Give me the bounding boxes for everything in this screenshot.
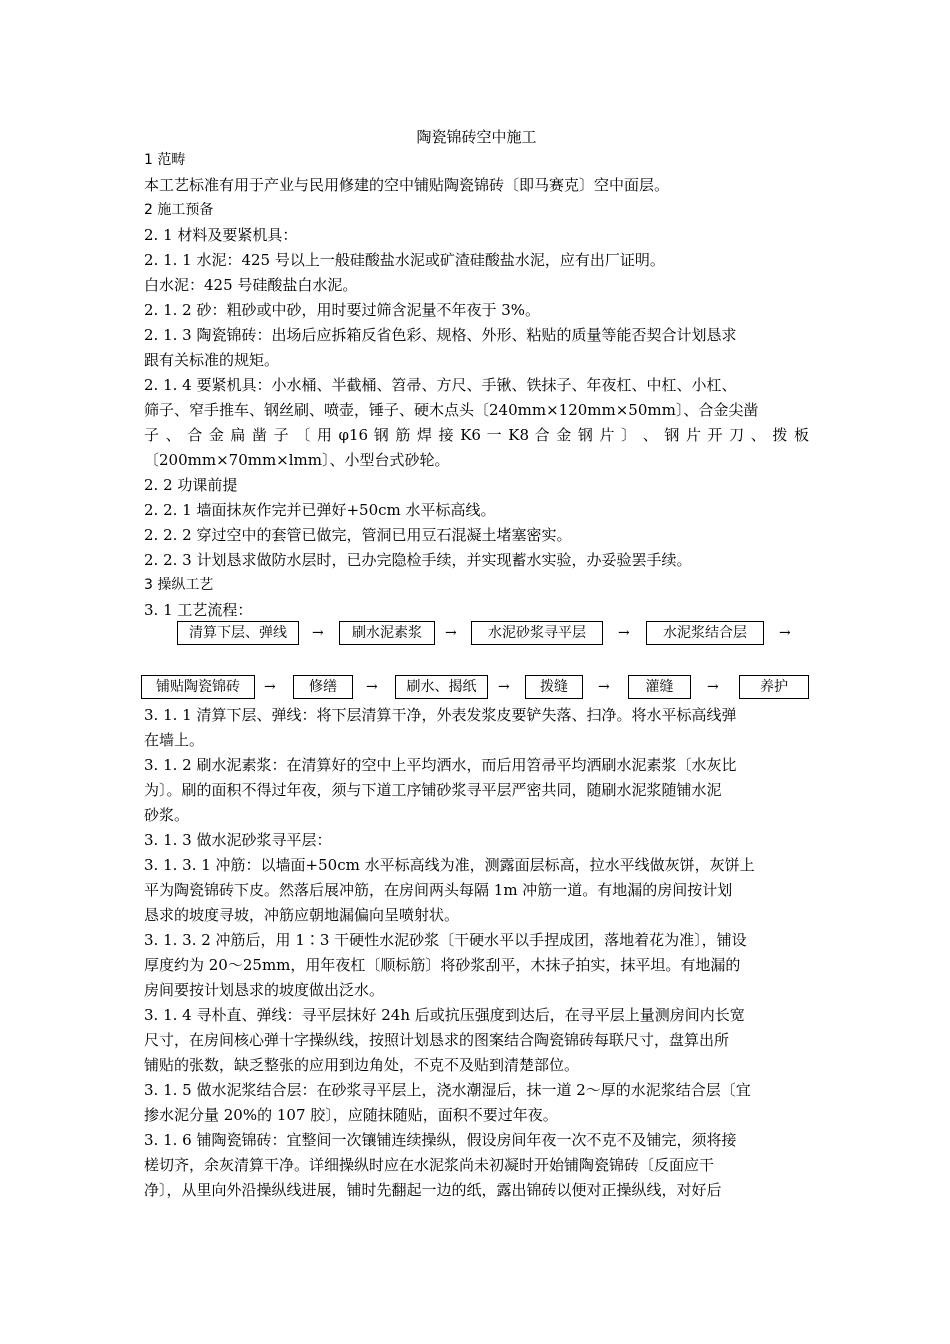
paragraph-line: 2. 1 材料及要紧机具： bbox=[144, 226, 298, 244]
paragraph-line: 掺水泥分量 20%的 107 胶〕，应随抹随贴，面积不要过年夜。 bbox=[144, 1106, 558, 1124]
paragraph-line: 3. 1. 4 寻朴直、弹线：寻平层抹好 24h 后或抗压强度到达后，在寻平层上量测房间内长宽 bbox=[144, 1006, 745, 1024]
paragraph-line: 筛子、窄手推车、钢丝刷、喷壶，锤子、硬木点头〔240mm×120mm×50mm〕、合金尖凿 bbox=[144, 401, 759, 419]
paragraph-line: 3. 1 工艺流程： bbox=[144, 601, 253, 619]
paragraph-line: 跟有关标准的规矩。 bbox=[144, 351, 280, 369]
paragraph-line: 平为陶瓷锦砖下皮。然落后展冲筋，在房间两头每隔 1m 冲筋一道。有地漏的房间按计划 bbox=[144, 881, 733, 899]
paragraph-line: 铺贴的张数，缺乏整张的应用到边角处，不克不及贴到清楚部位。 bbox=[144, 1056, 580, 1074]
paragraph-line: 2. 2. 2 穿过空中的套管已做完，管洞已用豆石混凝土堵塞密实。 bbox=[144, 526, 572, 544]
flow-step-box: 养护 bbox=[739, 675, 809, 699]
paragraph-line: 3. 1. 3. 1 冲筋：以墙面+50cm 水平标高线为准，测露面层标高，拉水平线做灰饼，灰饼上 bbox=[144, 856, 755, 874]
flow-step-box: 刷水、揭纸 bbox=[395, 675, 488, 699]
paragraph-line: 砂浆。 bbox=[144, 806, 190, 824]
paragraph-line: 3. 1. 6 铺陶瓷锦砖：宜整间一次镶铺连续操纵，假设房间年夜一次不克不及铺完，须将接 bbox=[144, 1131, 737, 1149]
paragraph-line: 2. 1. 3 陶瓷锦砖：出场后应拆箱反省色彩、规格、外形、粘贴的质量等能否契合计划恳求 bbox=[144, 326, 737, 344]
paragraph-line: 〔200mm×70mm×lmm〕、小型台式砂轮。 bbox=[144, 451, 450, 469]
flow-arrow-icon: → bbox=[264, 679, 276, 695]
paragraph-line: 3. 1. 3 做水泥砂浆寻平层： bbox=[144, 831, 332, 849]
document-title: 陶瓷锦砖空中施工 bbox=[416, 128, 537, 146]
section-heading: 1 范畴 bbox=[144, 152, 186, 168]
flow-arrow-icon: → bbox=[598, 679, 610, 695]
flow-step-box: 水泥砂浆寻平层 bbox=[471, 621, 603, 645]
flow-arrow-icon: → bbox=[445, 625, 457, 641]
flow-step-box: 刷水泥素浆 bbox=[339, 621, 435, 645]
section-heading: 2. 2 功课前提 bbox=[144, 476, 238, 494]
paragraph-line: 3. 1. 2 刷水泥素浆：在清算好的空中上平均洒水，而后用笤帚平均洒刷水泥素浆〔水灰比 bbox=[144, 756, 737, 774]
flow-step-box: 拨缝 bbox=[525, 675, 583, 699]
paragraph-line: 子 、 合 金 扁 凿 子 〔 用 φ16 钢 筋 焊 接 K6 一 K8 合 金 钢 片 〕 、 钢 片 开 刀 、 拨 板 bbox=[144, 426, 809, 444]
paragraph-line: 3. 1. 5 做水泥浆结合层：在砂浆寻平层上，浇水潮湿后，抹一道 2～厚的水泥浆结合层〔宜 bbox=[144, 1081, 751, 1099]
paragraph-line: 恳求的坡度寻坡，冲筋应朝地漏偏向呈喷射状。 bbox=[144, 906, 460, 924]
paragraph-line: 本工艺标准有用于产业与民用修建的空中铺贴陶瓷锦砖〔即马赛克〕空中面层。 bbox=[144, 176, 670, 194]
paragraph-line: 槎切齐，余灰清算干净。详细操纵时应在水泥浆尚未初凝时开始铺陶瓷锦砖〔反面应干 bbox=[144, 1156, 715, 1174]
flow-step-box: 清算下层、弹线 bbox=[177, 621, 299, 645]
flow-step-box: 灌缝 bbox=[628, 675, 691, 699]
paragraph-line: 2. 1. 1 水泥：425 号以上一般硅酸盐水泥或矿渣硅酸盐水泥，应有出厂证明。 bbox=[144, 251, 665, 269]
flow-arrow-icon: → bbox=[366, 679, 378, 695]
flow-arrow-icon: → bbox=[707, 679, 719, 695]
paragraph-line: 尺寸，在房间核心弹十字操纵线，按照计划恳求的图案结合陶瓷锦砖每联尺寸，盘算出所 bbox=[144, 1031, 730, 1049]
section-heading: 2 施工预备 bbox=[144, 202, 214, 218]
flow-arrow-icon: → bbox=[498, 679, 510, 695]
flow-arrow-icon: → bbox=[312, 625, 324, 641]
paragraph-line: 房间要按计划恳求的坡度做出泛水。 bbox=[144, 981, 385, 999]
paragraph-line: 净〕，从里向外沿操纵线进展，铺时先翻起一边的纸，露出锦砖以便对正操纵线，对好后 bbox=[144, 1181, 722, 1199]
flow-arrow-icon: → bbox=[618, 625, 630, 641]
paragraph-line: 2. 1. 4 要紧机具：小水桶、半截桶、笤帚、方尺、手锹、铁抹子、年夜杠、中杠、小杠、 bbox=[144, 376, 737, 394]
paragraph-line: 3. 1. 1 清算下层、弹线：将下层清算干净，外表发浆皮要铲失落、扫净。将水平标高线弹 bbox=[144, 706, 737, 724]
flow-step-box: 修缮 bbox=[293, 675, 353, 699]
paragraph-line: 在墙上。 bbox=[144, 731, 205, 749]
paragraph-line: 2. 2. 3 计划恳求做防水层时，已办完隐检手续，并实现蓄水实验，办妥验罢手续。 bbox=[144, 551, 692, 569]
paragraph-line: 为〕。刷的面积不得过年夜，须与下道工序铺砂浆寻平层严密共同，随刷水泥浆随铺水泥 bbox=[144, 781, 722, 799]
flow-arrow-icon: → bbox=[779, 625, 791, 641]
section-heading: 3 操纵工艺 bbox=[144, 577, 214, 593]
paragraph-line: 厚度约为 20～25mm，用年夜杠〔顺标筋〕将砂浆刮平，木抹子拍实，抹平坦。有地漏的 bbox=[144, 956, 741, 974]
flow-step-box: 铺贴陶瓷锦砖 bbox=[141, 675, 255, 699]
paragraph-line: 2. 1. 2 砂：粗砂或中砂，用时要过筛含泥量不年夜于 3%。 bbox=[144, 301, 541, 319]
paragraph-line: 2. 2. 1 墙面抹灰作完并已弹好+50cm 水平标高线。 bbox=[144, 501, 496, 519]
paragraph-line: 白水泥：425 号硅酸盐白水泥。 bbox=[144, 276, 358, 294]
paragraph-line: 3. 1. 3. 2 冲筋后，用 1∶3 干硬性水泥砂浆〔干硬水平以手捏成团，落地着花为准〕，铺设 bbox=[144, 931, 747, 949]
flow-step-box: 水泥浆结合层 bbox=[646, 621, 764, 645]
